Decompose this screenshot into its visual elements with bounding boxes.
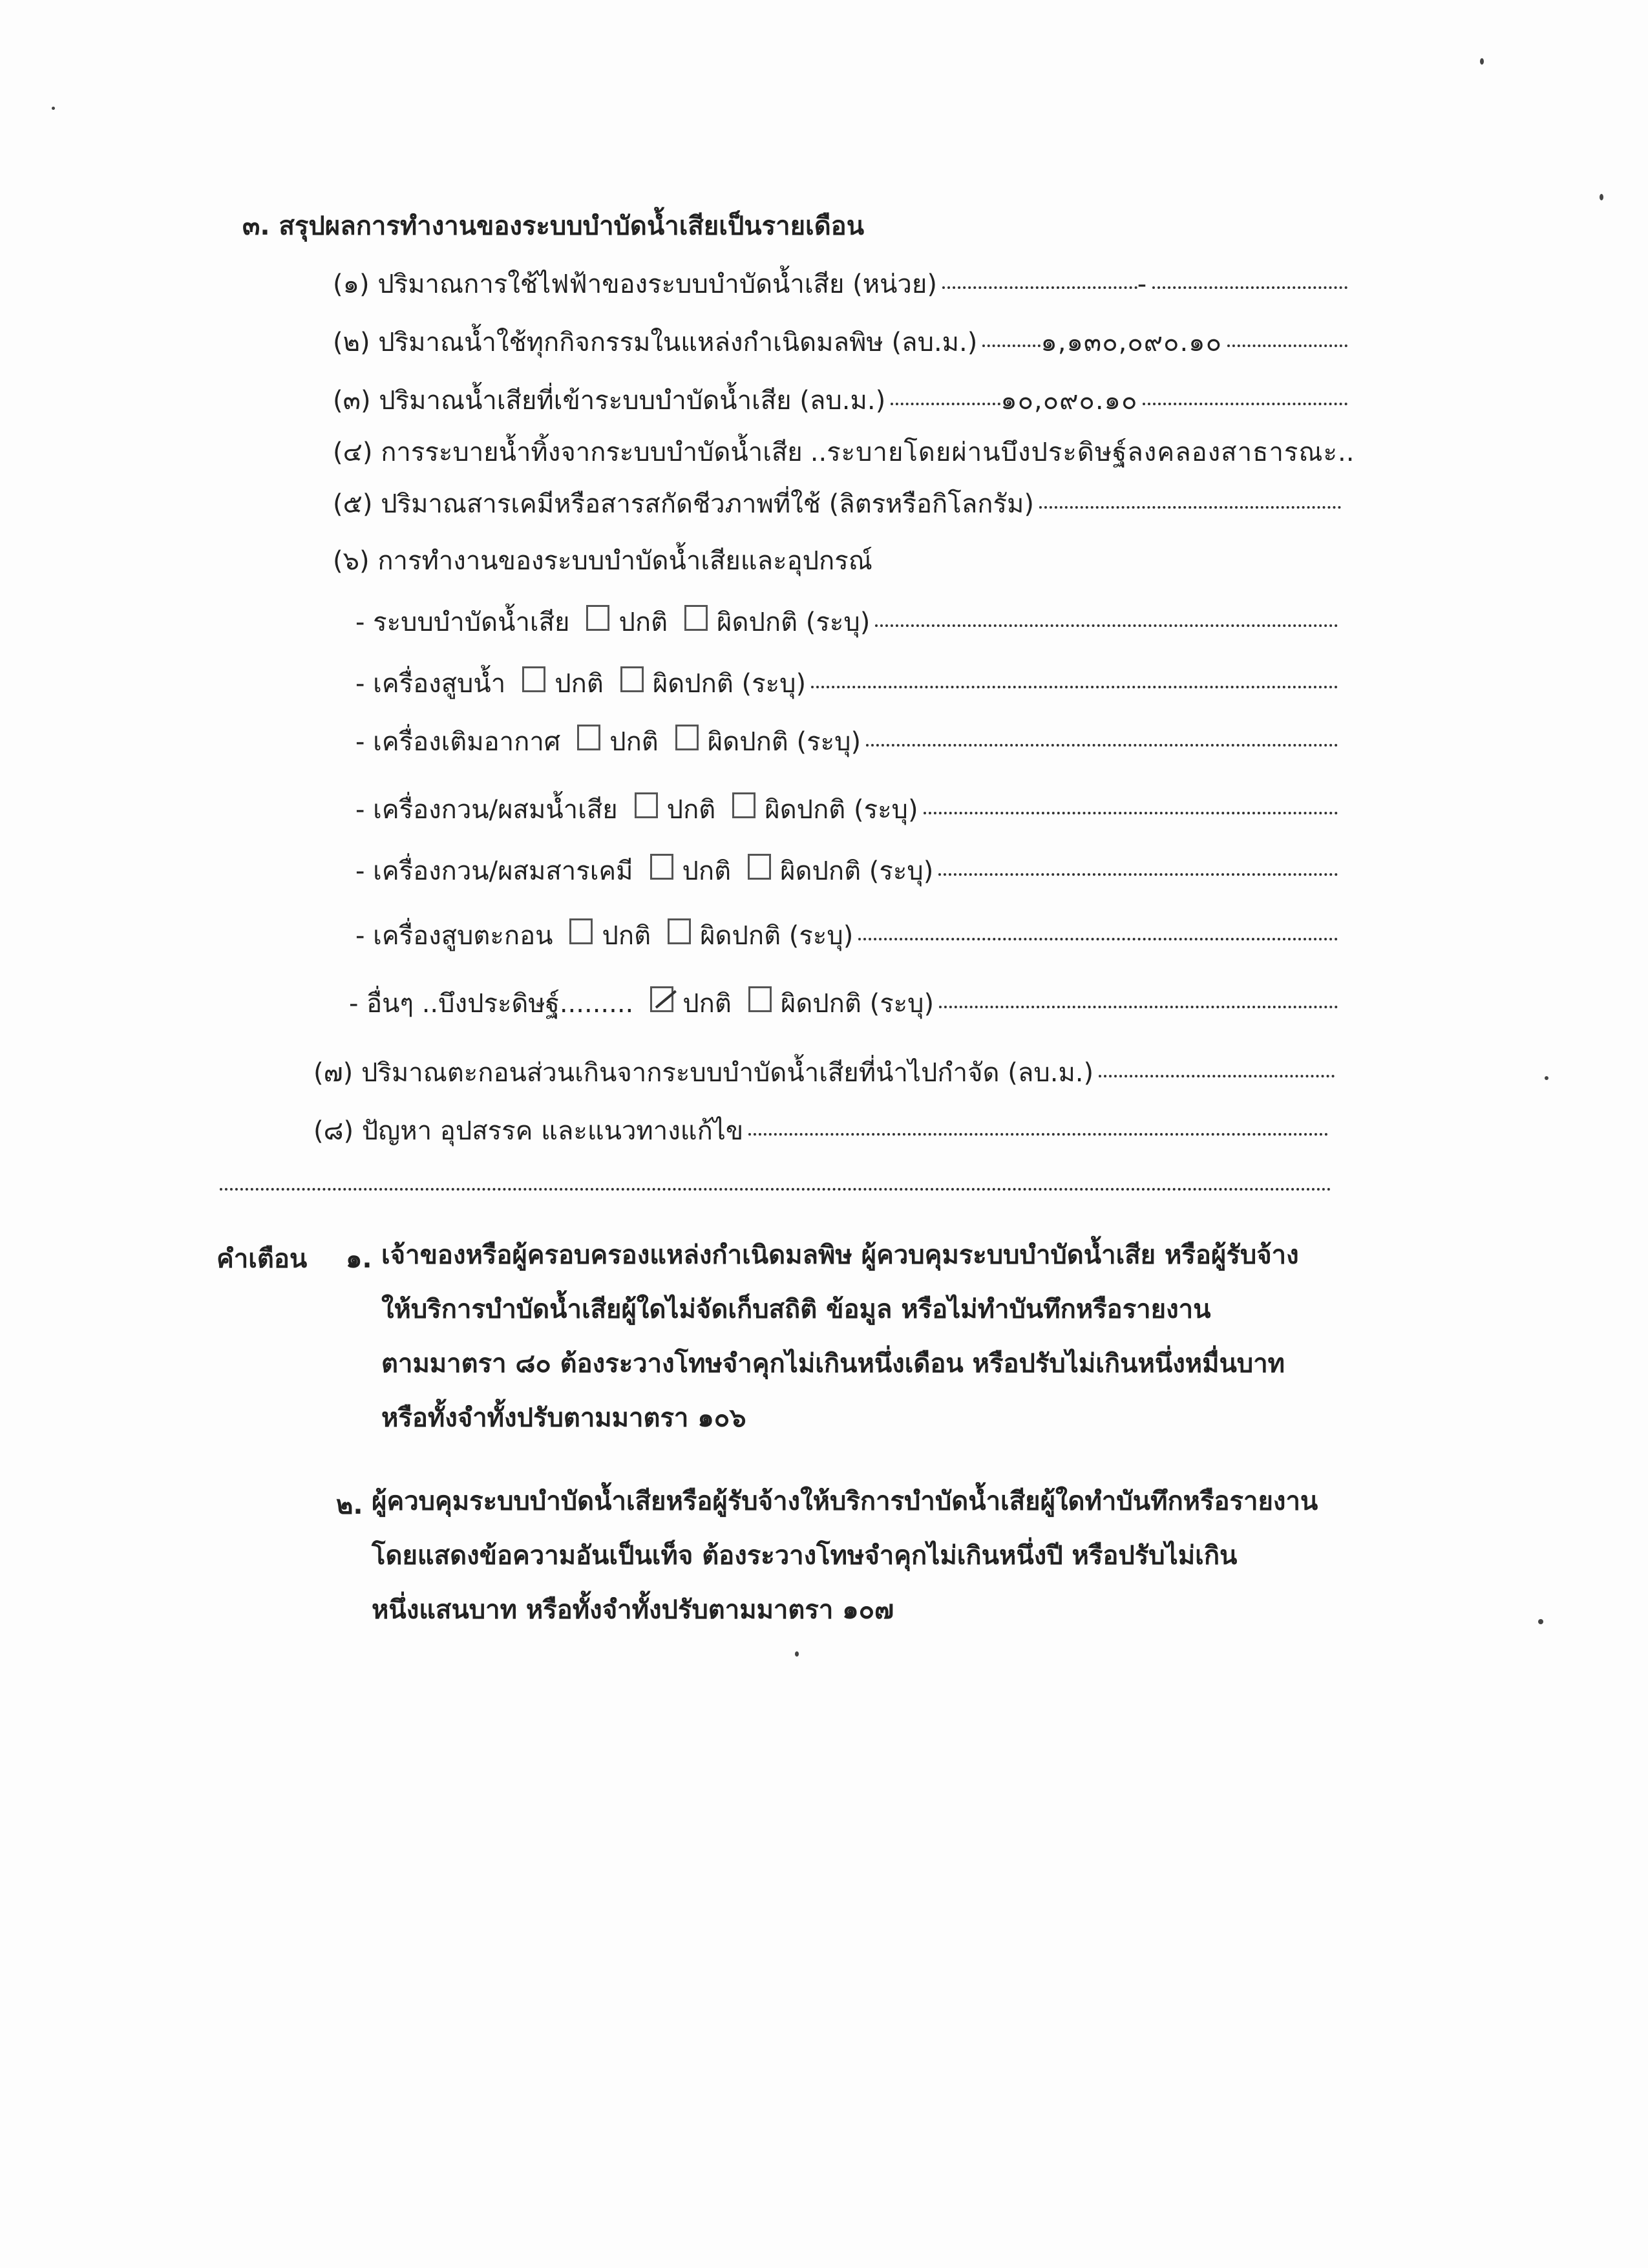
equipment-row-sludge-pump [355,918,1338,954]
item-wastewater-in-label: (๓) ปริมาณน้ำเสียที่เข้าระบบบำบัดน้ำเสีย (ลบ.ม.) [333,386,886,416]
equipment-row-wastewater-mixer [355,792,1338,828]
normal-label: ปกติ [602,921,651,951]
equipment-label: - เครื่องสูบน้ำ [355,669,506,699]
item-water-usage [333,324,1347,361]
normal-label: ปกติ [609,727,659,757]
scan-speck [795,1651,799,1657]
equipment-row-other [349,986,1338,1022]
fill-dots [938,873,1338,876]
abnormal-checkbox[interactable] [748,854,771,880]
normal-checkbox-checked[interactable] [650,986,673,1012]
warning-1-line: หรือทั้งจำทั้งปรับตามมาตรา ๑๐๖ [381,1403,746,1433]
abnormal-label: ผิดปกติ (ระบุ) [765,795,918,825]
fill-dots [891,403,1000,405]
warning-1-text [381,1228,1299,1445]
fill-dots [866,744,1338,747]
equipment-row-aerator [355,724,1338,760]
equipment-label: - ระบบบำบัดน้ำเสีย [355,608,570,637]
warning-1-number: ๑. [346,1244,372,1274]
abnormal-checkbox[interactable] [668,918,691,944]
warning-2-line: ผู้ควบคุมระบบบำบัดน้ำเสียหรือผู้รับจ้างให้บริการบำบัดน้ำเสียผู้ใดทำบันทึกหรือรายงาน [372,1487,1318,1516]
warning-1-line: ตามมาตรา ๘๐ ต้องระวางโทษจำคุกไม่เกินหนึ่งเดือน หรือปรับไม่เกินหนึ่งหมื่นบาท [381,1349,1285,1379]
fill-dots [1039,506,1341,509]
fill-dots [875,624,1338,627]
normal-label: ปกติ [682,989,732,1019]
fill-dots [1152,286,1347,289]
item-chemicals-label: (๕) ปริมาณสารเคมีหรือสารสกัดชีวภาพที่ใช้ (ลิตรหรือกิโลกรัม) [333,489,1034,519]
abnormal-label: ผิดปกติ (ระบุ) [780,856,934,886]
equipment-row-pump [355,666,1338,702]
equipment-row-treatment-system [355,604,1338,641]
item-problems-label: (๘) ปัญหา อุปสรรค และแนวทางแก้ไข [313,1116,744,1146]
item-water-usage-label: (๒) ปริมาณน้ำใช้ทุกกิจกรรมในแหล่งกำเนิดมลพิษ (ลบ.ม.) [333,328,978,357]
item-wastewater-in [333,383,1347,419]
scan-speck [1545,1076,1548,1080]
fill-dots [811,686,1338,688]
fill-dots [1099,1075,1335,1077]
item-chemicals [333,486,1341,522]
abnormal-checkbox[interactable] [732,792,755,818]
fill-dots [942,286,1137,289]
normal-label: ปกติ [682,856,732,886]
item-discharge-label: (๔) การระบายน้ำทิ้งจากระบบบำบัดน้ำเสีย [333,438,803,467]
scan-speck [52,107,55,110]
normal-checkbox[interactable] [586,605,609,631]
fill-dots [748,1133,1328,1136]
equipment-label: - เครื่องสูบตะกอน [355,921,553,951]
fill-dots [1227,344,1347,347]
fill-dots [982,344,1041,347]
item-equipment-heading: (๖) การทำงานของระบบบำบัดน้ำเสียและอุปกรณ์ [333,546,872,576]
normal-checkbox[interactable] [635,792,658,818]
abnormal-checkbox[interactable] [748,986,772,1012]
abnormal-label: ผิดปกติ (ระบุ) [707,727,861,757]
item-electricity [333,266,1347,302]
warning-2-line: หนึ่งแสนบาท หรือทั้งจำทั้งปรับตามมาตรา ๑๐๗ [372,1595,894,1625]
fill-dots [924,812,1338,814]
warning-1-line: ให้บริการบำบัดน้ำเสียผู้ใดไม่จัดเก็บสถิติ ข้อมูล หรือไม่ทำบันทึกหรือรายงาน [381,1295,1211,1324]
normal-label: ปกติ [666,795,716,825]
normal-checkbox[interactable] [577,725,600,750]
item-excess-sludge [313,1055,1335,1091]
scan-speck [1538,1619,1543,1624]
item-electricity-value: - [1137,270,1148,299]
item-problems [313,1113,1328,1149]
equipment-row-chemical-mixer [355,853,1338,889]
abnormal-label: ผิดปกติ (ระบุ) [717,608,871,637]
warning-2-text [372,1474,1318,1637]
fill-dots [939,1006,1338,1008]
item-wastewater-in-value: ๑๐,๐๙๐.๑๐ [1000,386,1138,416]
warning-heading: คำเตือน [217,1244,308,1274]
item-excess-sludge-label: (๗) ปริมาณตะกอนส่วนเกินจากระบบบำบัดน้ำเสียที่นำไปกำจัด (ลบ.ม.) [313,1058,1094,1088]
section-title: ๓. สรุปผลการทำงานของระบบบำบัดน้ำเสียเป็นรายเดือน [242,211,865,241]
normal-checkbox[interactable] [569,918,593,944]
abnormal-label: ผิดปกติ (ระบุ) [780,989,935,1019]
normal-checkbox[interactable] [522,666,545,692]
fill-dots-full-line [220,1188,1331,1191]
warning-1-line: เจ้าของหรือผู้ครอบครองแหล่งกำเนิดมลพิษ ผู้ควบคุมระบบบำบัดน้ำเสีย หรือผู้รับจ้าง [381,1240,1299,1270]
abnormal-checkbox[interactable] [620,666,644,692]
fill-dots [1143,403,1347,405]
item-water-usage-value: ๑,๑๓๐,๐๙๐.๑๐ [1041,328,1222,357]
warning-2-number: ๒. [336,1490,363,1520]
abnormal-label: ผิดปกติ (ระบุ) [700,921,854,951]
equipment-label: - อื่นๆ ..บึงประดิษฐ์......... [349,989,634,1019]
abnormal-label: ผิดปกติ (ระบุ) [652,669,807,699]
item-discharge: (๔) การระบายน้ำทิ้งจากระบบบำบัดน้ำเสีย .. ระบายโดยผ่านบึงประดิษฐ์ลงคลองสาธารณะ .. [333,434,1347,471]
abnormal-checkbox[interactable] [675,725,699,750]
equipment-label: - เครื่องกวน/ผสมสารเคมี [355,856,633,886]
normal-checkbox[interactable] [650,854,673,880]
item-electricity-label: (๑) ปริมาณการใช้ไฟฟ้าของระบบบำบัดน้ำเสีย (หน่วย) [333,270,937,299]
item-discharge-value: ระบายโดยผ่านบึงประดิษฐ์ลงคลองสาธารณะ [827,438,1338,467]
equipment-label: - เครื่องกวน/ผสมน้ำเสีย [355,795,618,825]
scan-speck [1480,58,1484,65]
abnormal-checkbox[interactable] [684,605,708,631]
normal-label: ปกติ [618,608,668,637]
equipment-label: - เครื่องเติมอากาศ [355,727,561,757]
scan-speck [1600,194,1603,200]
warning-2-line: โดยแสดงข้อความอันเป็นเท็จ ต้องระวางโทษจำคุกไม่เกินหนึ่งปี หรือปรับไม่เกิน [372,1541,1238,1571]
fill-dots [858,938,1338,940]
normal-label: ปกติ [555,669,604,699]
